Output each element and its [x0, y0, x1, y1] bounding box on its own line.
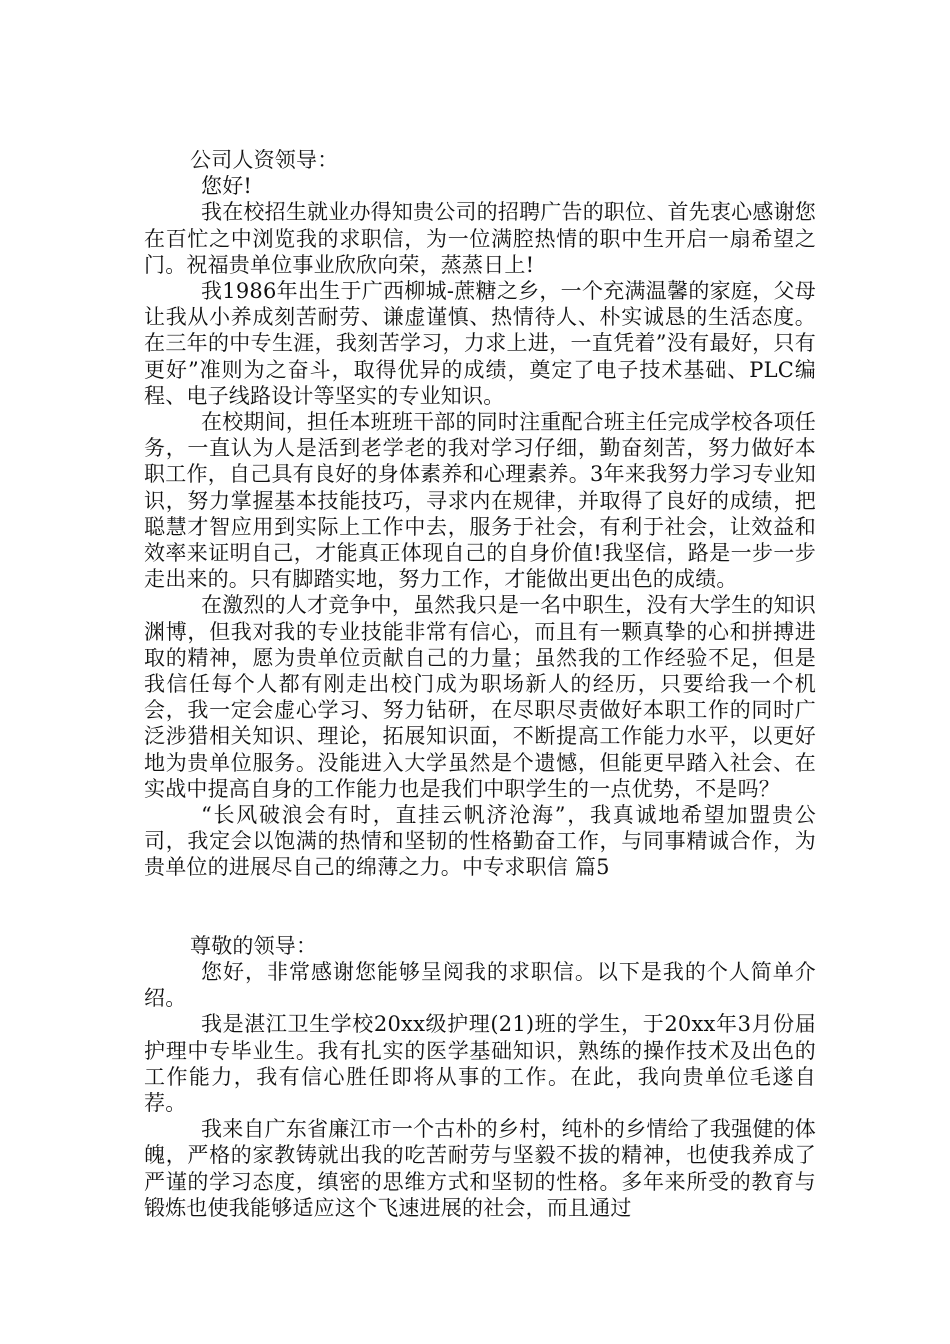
letter1-greeting: 您好!	[201, 174, 253, 199]
letter2-salutation: 尊敬的领导：	[190, 933, 318, 958]
letter2-paragraph-2: 我来自广东省廉江市一个古朴的乡村，纯朴的乡情给了我强健的体魄，严格的家教铸就出我的吃苦耐劳与坚毅不拔的精神，也使我养成了严谨的学习态度，缜密的思维方式和坚韧的性格。多年来所受的教育与锻炼也使我能够适应这个飞速进展的社会，而且通过	[144, 1117, 816, 1220]
letter1-paragraph-1: 我在校招生就业办得知贵公司的招聘广告的职位、首先衷心感谢您在百忙之中浏览我的求职信，为一位满腔热情的职中生开启一扇希望之门。祝福贵单位事业欣欣向荣，蒸蒸日上!	[144, 200, 816, 277]
letter1-salutation: 公司人资领导：	[190, 148, 339, 172]
section-spacer	[144, 881, 816, 933]
document-body	[144, 147, 816, 1221]
letter2-paragraph-1: 我是湛江卫生学校20xx级护理(21)班的学生，于20xx年3月份届护理中专毕业生。我有扎实的医学基础知识，熟练的操作技术及出色的工作能力，我有信心胜任即将从事的工作。在此，我向贵单位毛遂自荐。	[144, 1012, 816, 1115]
letter1-paragraph-5: “长风破浪会有时，直挂云帆济沧海”，我真诚地希望加盟贵公司，我定会以饱满的热情和坚韧的性格勤奋工作，与同事精诚合作，为贵单位的进展尽自己的绵薄之力。中专求职信 篇5	[144, 803, 816, 880]
letter1-paragraph-4: 在激烈的人才竞争中，虽然我只是一名中职生，没有大学生的知识渊博，但我对我的专业技能非常有信心，而且有一颗真挚的心和拼搏进取的精神，愿为贵单位贡献自己的力量；虽然我的工作经验不足，但是我信任每个人都有刚走出校门成为职场新人的经历，只要给我一个机会，我一定会虚心学习、努力钻研，在尽职尽责做好本职工作的同时广泛涉猎相关知识、理论，拓展知识面，不断提高工作能力水平，以更好地为贵单位服务。没能进入大学虽然是个遗憾，但能更早踏入社会、在实战中提高自身的工作能力也是我们中职学生的一点优势，不是吗？	[144, 593, 816, 801]
letter2-greeting: 您好，非常感谢您能够呈阅我的求职信。以下是我的个人简单介绍。	[144, 959, 816, 1011]
letter1-paragraph-3: 在校期间，担任本班班干部的同时注重配合班主任完成学校各项任务，一直认为人是活到老学老的我对学习仔细，勤奋刻苦，努力做好本职工作，自己具有良好的身体素养和心理素养。3年来我努力学习专业知识，努力掌握基本技能技巧，寻求内在规律，并取得了良好的成绩，把聪慧才智应用到实际上工作中去，服务于社会，有利于社会，让效益和效率来证明自己，才能真正体现自己的自身价值!我坚信，路是一步一步走出来的。只有脚踏实地，努力工作，才能做出更出色的成绩。	[144, 410, 816, 592]
letter1-paragraph-2: 我1986年出生于广西柳城-蔗糖之乡，一个充满温馨的家庭，父母让我从小养成刻苦耐劳、谦虚谨慎、热情待人、朴实诚恳的生活态度。在三年的中专生涯，我刻苦学习，力求上进，一直凭着”没有最好，只有更好”准则为之奋斗，取得优异的成绩，奠定了电子技术基础、PLC编程、电子线路设计等坚实的专业知识。	[144, 279, 816, 408]
